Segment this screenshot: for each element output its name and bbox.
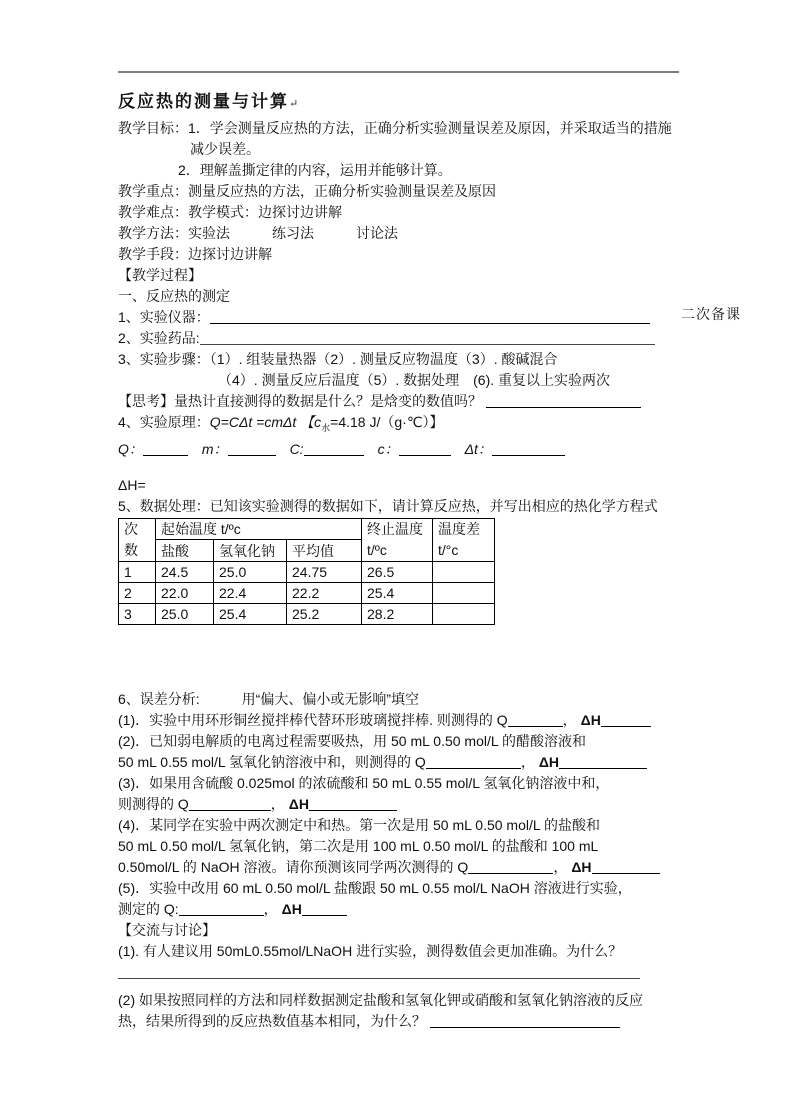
item3-line: 3、实验步骤：（1）. 组装量热器（2）. 测量反应物温度（3）. 酸碱混合 [118,351,558,367]
paragraph-return-mark: ↵ [289,98,299,110]
blank-cbig [304,442,364,456]
blank-q2 [426,755,521,769]
blank-q4 [468,860,553,874]
blank-dh2 [559,755,647,769]
table-row [119,582,495,603]
cell-avg-temp: 22.2 [287,582,362,603]
blank-discussion-1 [118,965,640,979]
item3-cont-line: （4）. 测量反应后温度（5）. 数据处理 (6). 重复以上实验两次 [218,372,611,388]
error-item-2-line-2: 50 mL 0.55 mol/L 氢氧化钠溶液中和，则测得的 Q ， ΔH [118,752,678,773]
var-csmall-label: c： [377,440,399,457]
blank-csmall [399,442,451,456]
blank-dh3 [309,797,397,811]
cell-temp-diff [433,561,495,582]
blank-reagents [200,331,655,345]
think-line [118,391,678,412]
blank-discussion-2 [430,1014,620,1028]
means-line: 教学手段：边探讨边讲解 [118,246,272,262]
blank-instruments [210,310,650,324]
blank-dh1 [601,713,651,727]
cell-temp-diff [433,603,495,624]
section1-heading: 一、反应热的测定 [118,288,230,304]
blank-dh5 [302,902,347,916]
error-item-4-line-2: 50 mL 0.50 mol/L 氢氧化钠，第二次是用 100 mL 0.50 mol/L 的盐酸和 100 mL [118,837,599,854]
error-item-3-line-2: 则测得的 Q ， ΔH [118,794,678,815]
var-cbig-label: C: [289,440,304,457]
cell-trial: 2 [119,582,156,603]
objective-line-1: 教学目标：1．学会测量反应热的方法，正确分析实验测量误差及原因，并采取适当的措施 [118,120,672,136]
delta-h-label: ΔH [538,753,559,770]
objective-line-2: 2．理解盖撕定律的内容，运用并能够计算。 [178,162,452,178]
delta-h-label: ΔH [580,711,601,728]
cell-avg-temp: 25.2 [287,603,362,624]
error-item-4-line-1: (4)．某同学在实验中两次测定中和热。第一次是用 50 mL 0.50 mol/L 的盐酸和 [118,816,601,833]
discussion-q1-answer-line [118,962,678,983]
cell-temp-diff [433,582,495,603]
error-item-3-line-1: (3)．如果用含硫酸 0.025mol 的浓硫酸和 50 mL 0.55 mol/L 氢氧化钠溶液中和， [118,774,610,791]
table-header-row-1 [119,518,495,540]
error-analysis-heading: 6、误差分析: 用“偏大、偏小或无影响”填空 [118,690,419,707]
variables-line [118,439,678,460]
discussion-heading: 【交流与讨论】 [118,921,216,938]
var-dt-label: Δt： [464,440,492,457]
blank-q3 [189,797,271,811]
discussion-q1: (1). 有人建议用 50mL0.55mol/LNaOH 进行实验，测得数值会更加准确。为什么？ [118,942,623,959]
discussion-q2-line-1: (2) 如果按照同样的方法和同样数据测定盐酸和氢氧化钾或硝酸和氢氧化钠溶液的反应 [118,991,643,1008]
cell-avg-temp: 24.75 [287,561,362,582]
var-m-label: m： [201,440,228,457]
objective-line-1-cont: 减少误差。 [190,141,260,157]
process-heading: 【教学过程】 [118,267,202,283]
blank-dh4 [592,860,660,874]
side-note: 二次备课 [681,306,741,322]
header-rule [118,71,679,73]
item2-label: 2、实验药品: [118,330,200,346]
cell-trial: 3 [119,603,156,624]
cell-hcl-temp: 24.5 [156,561,214,582]
item4-label: 4、实验原理： [118,414,210,430]
cell-naoh-temp: 25.0 [214,561,287,582]
key-points-line: 教学重点：测量反应热的方法，正确分析实验测量误差及原因 [118,183,496,199]
formula-subscript: 水 [321,422,331,433]
delta-h-label: ΔH [288,795,309,812]
methods-line: 教学方法：实验法 练习法 讨论法 [118,225,398,241]
document-body [118,88,678,1032]
table-row [119,561,495,582]
cell-hcl-temp: 25.0 [156,603,214,624]
error-item-5-line-2: 测定的 Q: ， ΔH [118,899,678,920]
delta-h-label: ΔH [571,858,592,875]
cell-hcl-temp: 22.0 [156,582,214,603]
blank-m [228,442,276,456]
delta-h-line: ΔH= [118,476,146,493]
blank-dt [492,442,565,456]
think-text: 【思考】量热计直接测得的数据是什么？是焓变的数值吗？ [118,393,482,409]
cell-naoh-temp: 25.4 [214,603,287,624]
discussion-q2-line-2: 热，结果所得到的反应热数值基本相同，为什么？ [118,1011,678,1032]
table-header-naoh: 氢氧化钠 [214,540,287,562]
cell-final-temp: 28.2 [362,603,433,624]
error-item-1: (1)．实验中用环形铜丝搅拌棒代替环形玻璃搅拌棒. 则测得的 Q ， ΔH [118,710,678,731]
formula-bracket: 【$c_水=4.18$ J/（g·℃）】 [300,414,444,433]
blank-think [486,394,641,408]
blank-q5 [179,902,264,916]
principle-line [118,412,678,439]
difficulties-line: 教学难点：教学模式：边探讨边讲解 [118,204,342,220]
blank-q1 [508,713,563,727]
error-item-2-line-1: (2)．已知弱电解质的电离过程需要吸热，用 50 mL 0.50 mol/L 的醋酸溶液和 [118,732,587,749]
cell-final-temp: 25.4 [362,582,433,603]
table-header-count: 次 数 [119,518,156,561]
cell-trial: 1 [119,561,156,582]
formula: Q=CΔt =cmΔt [209,414,297,430]
cell-final-temp: 26.5 [362,561,433,582]
blank-q [143,442,188,456]
table-header-hcl: 盐酸 [156,540,214,562]
item5-line: 5、数据处理：已知该实验测得的数据如下，请计算反应热，并写出相应的热化学方程式 [118,497,658,514]
table-header-avg: 平均值 [287,540,362,562]
table-header-final-temp: 终止温度 t/ºc [362,518,433,561]
doc-title-line [118,88,678,118]
item1-line [118,307,678,328]
table-header-initial-temp: 起始温度 t/ºc [156,518,362,540]
item1-label: 1、实验仪器： [118,309,210,325]
cell-naoh-temp: 22.4 [214,582,287,603]
var-q-label: Q： [118,440,143,457]
table-header-temp-diff: 温度差 t/°c [433,518,495,561]
data-table [118,518,495,625]
doc-title: 反应热的测量与计算 [118,92,289,111]
delta-h-label: ΔH [281,900,302,917]
item2-line [118,328,678,349]
error-item-5-line-1: (5)．实验中改用 60 mL 0.50 mol/L 盐酸跟 50 mL 0.55 mol/L NaOH 溶液进行实验， [118,879,632,896]
table-row [119,603,495,624]
error-item-4-line-3: 0.50mol/L 的 NaOH 溶液。请你预测该同学两次测得的 Q ， ΔH [118,857,678,878]
